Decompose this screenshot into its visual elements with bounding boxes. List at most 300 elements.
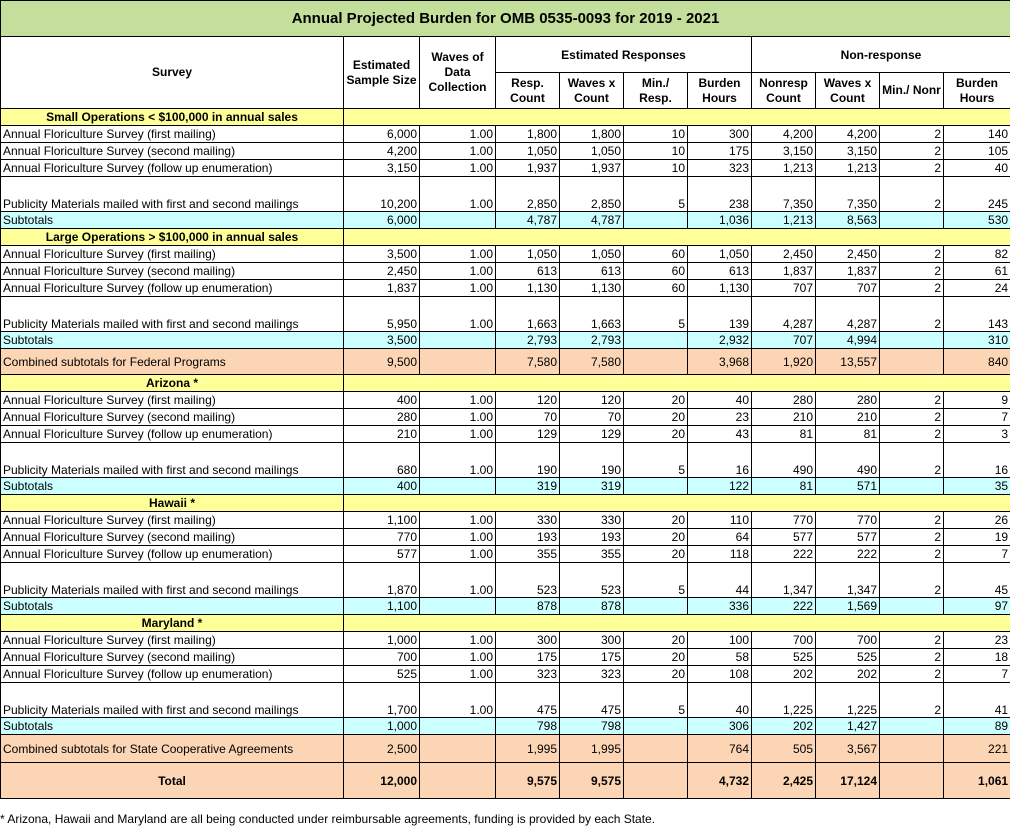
header-non-response: Non-response [752,37,1010,73]
cell-value: 613 [560,263,624,280]
cell-value: 505 [752,735,816,763]
cell-value: 60 [624,263,688,280]
subtotal-row [1,718,1010,735]
cell-value: 2,793 [496,332,560,349]
cell-value: 1.00 [420,529,496,546]
header-survey: Survey [1,37,344,109]
row-label: Annual Floriculture Survey (first mailing) [1,126,344,143]
cell-value: 490 [752,443,816,478]
table-row [1,177,1010,212]
cell-value [624,598,688,615]
cell-value: 577 [816,529,880,546]
row-label: Combined subtotals for State Cooperative Agreements [1,735,344,763]
cell-value: 16 [688,443,752,478]
cell-value: 878 [560,598,624,615]
cell-value: 4,200 [752,126,816,143]
table-row [1,426,1010,443]
cell-value: 525 [816,649,880,666]
cell-value: 523 [496,563,560,598]
cell-value: 1.00 [420,392,496,409]
cell-value: 1,663 [496,297,560,332]
cell-value: 3 [944,426,1010,443]
row-label: Publicity Materials mailed with first and second mailings [1,297,344,332]
table-row [1,297,1010,332]
cell-value: 1,800 [496,126,560,143]
cell-value: 1.00 [420,546,496,563]
cell-value: 20 [624,666,688,683]
cell-value: 222 [816,546,880,563]
cell-value: 7,350 [816,177,880,212]
cell-value: 1.00 [420,512,496,529]
cell-value: 1.00 [420,143,496,160]
footnote: * Arizona, Hawaii and Maryland are all being conducted under reimbursable agreements, funding is provided by each State. [0,812,656,826]
header-waves-x-count: Waves x Count [560,73,624,109]
cell-value: 525 [344,666,420,683]
cell-value: 330 [496,512,560,529]
cell-value: 323 [560,666,624,683]
row-label: Annual Floriculture Survey (first mailing) [1,512,344,529]
cell-value: 17,124 [816,763,880,799]
cell-value: 1.00 [420,160,496,177]
cell-value: 9,575 [560,763,624,799]
cell-value: 97 [944,598,1010,615]
header-burden-hours: Burden Hours [688,73,752,109]
cell-value [880,332,944,349]
cell-value: 43 [688,426,752,443]
table-row [1,563,1010,598]
cell-value: 143 [944,297,1010,332]
cell-value: 577 [752,529,816,546]
cell-value: 2,793 [560,332,624,349]
cell-value [880,718,944,735]
cell-value: 20 [624,426,688,443]
header-waves-x-count-nonresp: Waves x Count [816,73,880,109]
cell-value [880,763,944,799]
cell-value: 23 [688,409,752,426]
header-estimated-responses: Estimated Responses [496,37,752,73]
cell-value: 2,450 [816,246,880,263]
cell-value: 58 [688,649,752,666]
cell-value: 3,500 [344,246,420,263]
cell-value: 5,950 [344,297,420,332]
cell-value: 120 [560,392,624,409]
cell-value: 1,213 [752,212,816,229]
cell-value: 129 [560,426,624,443]
cell-value: 770 [752,512,816,529]
cell-value: 7 [944,409,1010,426]
cell-value: 1,225 [816,683,880,718]
cell-value: 1,920 [752,349,816,375]
cell-value: 2 [880,632,944,649]
cell-value: 1,569 [816,598,880,615]
cell-value: 120 [496,392,560,409]
cell-value: 1.00 [420,246,496,263]
cell-value: 60 [624,246,688,263]
header-min-nonr: Min./ Nonr [880,73,944,109]
cell-value: 1,937 [560,160,624,177]
cell-value: 175 [688,143,752,160]
cell-value: 1,995 [560,735,624,763]
table-row [1,666,1010,683]
cell-value: 2 [880,160,944,177]
cell-value: 2 [880,126,944,143]
cell-value [624,763,688,799]
cell-value: 2 [880,280,944,297]
cell-value: 707 [816,280,880,297]
cell-value: 7,580 [560,349,624,375]
cell-value: 1,347 [816,563,880,598]
cell-value: 222 [752,546,816,563]
cell-value: 323 [688,160,752,177]
cell-value: 323 [496,666,560,683]
cell-value: 7 [944,546,1010,563]
cell-value: 1.00 [420,443,496,478]
cell-value: 16 [944,443,1010,478]
cell-value: 1.00 [420,683,496,718]
cell-value: 202 [816,666,880,683]
header-nonresp-count: Nonresp Count [752,73,816,109]
cell-value: 1,050 [560,246,624,263]
row-label: Subtotals [1,212,344,229]
cell-value: 1,663 [560,297,624,332]
cell-value: 23 [944,632,1010,649]
cell-value: 336 [688,598,752,615]
cell-value [420,718,496,735]
cell-value: 1.00 [420,666,496,683]
cell-value: 5 [624,177,688,212]
table-row [1,546,1010,563]
cell-value: 61 [944,263,1010,280]
cell-value: 44 [688,563,752,598]
cell-value: 6,000 [344,212,420,229]
cell-value: 4,200 [816,126,880,143]
cell-value: 280 [344,409,420,426]
cell-value: 40 [688,392,752,409]
row-label: Subtotals [1,478,344,495]
cell-value: 4,200 [344,143,420,160]
section-fill [344,495,1010,512]
section-fill [344,375,1010,392]
cell-value [420,598,496,615]
cell-value: 798 [496,718,560,735]
row-label: Total [1,763,344,799]
table-row [1,512,1010,529]
row-label: Annual Floriculture Survey (follow up enumeration) [1,546,344,563]
cell-value: 81 [816,426,880,443]
cell-value: 100 [688,632,752,649]
section-label: Hawaii * [1,495,344,512]
cell-value: 3,150 [816,143,880,160]
cell-value: 2 [880,649,944,666]
cell-value: 238 [688,177,752,212]
cell-value: 7 [944,666,1010,683]
cell-value: 2,850 [496,177,560,212]
cell-value: 20 [624,649,688,666]
cell-value: 355 [560,546,624,563]
row-label: Annual Floriculture Survey (first mailing) [1,246,344,263]
cell-value: 2 [880,426,944,443]
cell-value: 193 [496,529,560,546]
cell-value: 1.00 [420,649,496,666]
cell-value: 9 [944,392,1010,409]
cell-value: 2,450 [344,263,420,280]
section-header [1,229,1010,246]
cell-value: 707 [752,280,816,297]
cell-value: 12,000 [344,763,420,799]
table-row [1,246,1010,263]
cell-value: 355 [496,546,560,563]
cell-value [624,718,688,735]
cell-value: 210 [344,426,420,443]
row-label: Annual Floriculture Survey (first mailing) [1,632,344,649]
cell-value: 8,563 [816,212,880,229]
cell-value: 525 [752,649,816,666]
section-fill [344,229,1010,246]
cell-value: 2,500 [344,735,420,763]
cell-value: 1,995 [496,735,560,763]
cell-value: 700 [816,632,880,649]
cell-value: 840 [944,349,1010,375]
cell-value: 81 [752,426,816,443]
cell-value: 400 [344,392,420,409]
section-label: Maryland * [1,615,344,632]
cell-value: 3,150 [344,160,420,177]
cell-value: 35 [944,478,1010,495]
cell-value [420,349,496,375]
cell-value: 2 [880,666,944,683]
cell-value: 1.00 [420,263,496,280]
cell-value: 3,150 [752,143,816,160]
table-row [1,443,1010,478]
header-burden-hours-nonresp: Burden Hours [944,73,1010,109]
table-row [1,632,1010,649]
row-label: Annual Floriculture Survey (second mailing) [1,649,344,666]
cell-value [420,478,496,495]
cell-value: 20 [624,632,688,649]
cell-value: 6,000 [344,126,420,143]
cell-value: 2 [880,143,944,160]
cell-value: 1,347 [752,563,816,598]
row-label: Publicity Materials mailed with first and second mailings [1,177,344,212]
table-row [1,263,1010,280]
cell-value: 4,287 [816,297,880,332]
cell-value: 1.00 [420,426,496,443]
table-title: Annual Projected Burden for OMB 0535-0093 for 2019 - 2021 [1,1,1010,37]
cell-value: 400 [344,478,420,495]
cell-value [420,332,496,349]
cell-value: 319 [496,478,560,495]
cell-value: 118 [688,546,752,563]
cell-value: 2 [880,263,944,280]
section-header [1,109,1010,126]
table-row [1,143,1010,160]
cell-value [880,349,944,375]
cell-value: 5 [624,683,688,718]
row-label: Combined subtotals for Federal Programs [1,349,344,375]
cell-value: 1.00 [420,297,496,332]
section-label: Small Operations < $100,000 in annual sales [1,109,344,126]
cell-value: 2 [880,563,944,598]
cell-value: 707 [752,332,816,349]
section-label: Large Operations > $100,000 in annual sales [1,229,344,246]
cell-value [624,332,688,349]
row-label: Subtotals [1,718,344,735]
cell-value: 60 [624,280,688,297]
cell-value: 7,350 [752,177,816,212]
row-label: Publicity Materials mailed with first and second mailings [1,683,344,718]
row-label: Annual Floriculture Survey (follow up enumeration) [1,426,344,443]
cell-value: 1,700 [344,683,420,718]
cell-value: 1.00 [420,177,496,212]
cell-value [624,212,688,229]
table-row [1,409,1010,426]
table-row [1,649,1010,666]
subtotal-row [1,478,1010,495]
cell-value: 770 [816,512,880,529]
cell-value: 878 [496,598,560,615]
cell-value: 1,837 [752,263,816,280]
cell-value: 24 [944,280,1010,297]
cell-value [624,735,688,763]
cell-value: 1,130 [688,280,752,297]
subtotal-row [1,332,1010,349]
cell-value: 210 [816,409,880,426]
cell-value: 798 [560,718,624,735]
cell-value [880,478,944,495]
cell-value: 1,225 [752,683,816,718]
cell-value: 1,050 [496,143,560,160]
cell-value: 1,000 [344,718,420,735]
cell-value: 10 [624,143,688,160]
row-label: Annual Floriculture Survey (follow up enumeration) [1,666,344,683]
cell-value: 2 [880,443,944,478]
table-row [1,280,1010,297]
cell-value: 64 [688,529,752,546]
cell-value: 70 [496,409,560,426]
cell-value: 175 [496,649,560,666]
cell-value: 490 [816,443,880,478]
cell-value: 2 [880,683,944,718]
cell-value: 210 [752,409,816,426]
cell-value: 310 [944,332,1010,349]
cell-value: 18 [944,649,1010,666]
cell-value: 4,287 [752,297,816,332]
cell-value: 475 [560,683,624,718]
cell-value: 523 [560,563,624,598]
cell-value: 764 [688,735,752,763]
cell-value: 2 [880,246,944,263]
cell-value: 2,932 [688,332,752,349]
cell-value [420,212,496,229]
combined-state-row [1,735,1010,763]
cell-value: 245 [944,177,1010,212]
row-label: Annual Floriculture Survey (second mailing) [1,529,344,546]
table-row [1,126,1010,143]
cell-value: 129 [496,426,560,443]
section-header [1,495,1010,512]
cell-value: 530 [944,212,1010,229]
cell-value: 20 [624,529,688,546]
section-label: Arizona * [1,375,344,392]
cell-value: 20 [624,392,688,409]
row-label: Annual Floriculture Survey (follow up enumeration) [1,280,344,297]
cell-value: 1.00 [420,126,496,143]
cell-value: 1,036 [688,212,752,229]
cell-value: 122 [688,478,752,495]
table-row [1,529,1010,546]
cell-value: 40 [688,683,752,718]
cell-value: 202 [752,666,816,683]
cell-value: 1,061 [944,763,1010,799]
cell-value: 139 [688,297,752,332]
cell-value: 300 [688,126,752,143]
cell-value: 700 [344,649,420,666]
row-label: Annual Floriculture Survey (first mailing) [1,392,344,409]
cell-value: 190 [496,443,560,478]
cell-value: 1,000 [344,632,420,649]
cell-value: 140 [944,126,1010,143]
cell-value: 613 [496,263,560,280]
section-fill [344,109,1010,126]
cell-value: 5 [624,563,688,598]
cell-value: 330 [560,512,624,529]
cell-value: 20 [624,546,688,563]
cell-value: 108 [688,666,752,683]
cell-value [624,478,688,495]
cell-value: 9,500 [344,349,420,375]
cell-value: 70 [560,409,624,426]
cell-value: 82 [944,246,1010,263]
cell-value: 680 [344,443,420,478]
cell-value: 1,130 [496,280,560,297]
cell-value: 175 [560,649,624,666]
cell-value: 4,787 [496,212,560,229]
cell-value: 81 [752,478,816,495]
row-label: Publicity Materials mailed with first and second mailings [1,443,344,478]
cell-value: 1.00 [420,563,496,598]
cell-value [420,763,496,799]
cell-value: 41 [944,683,1010,718]
cell-value: 280 [752,392,816,409]
cell-value: 571 [816,478,880,495]
cell-value: 306 [688,718,752,735]
cell-value: 1,837 [816,263,880,280]
cell-value: 1.00 [420,632,496,649]
cell-value: 45 [944,563,1010,598]
cell-value: 1,937 [496,160,560,177]
cell-value: 5 [624,443,688,478]
row-label: Annual Floriculture Survey (second mailing) [1,409,344,426]
cell-value: 190 [560,443,624,478]
section-fill [344,615,1010,632]
cell-value [880,598,944,615]
header-sample-size: Estimated Sample Size [344,37,420,109]
row-label: Subtotals [1,598,344,615]
cell-value: 1,100 [344,512,420,529]
cell-value: 13,557 [816,349,880,375]
cell-value: 2,425 [752,763,816,799]
cell-value: 577 [344,546,420,563]
cell-value: 10 [624,160,688,177]
cell-value: 1.00 [420,409,496,426]
cell-value [624,349,688,375]
subtotal-row [1,212,1010,229]
cell-value: 40 [944,160,1010,177]
cell-value: 770 [344,529,420,546]
cell-value: 20 [624,512,688,529]
cell-value [880,212,944,229]
cell-value: 300 [560,632,624,649]
